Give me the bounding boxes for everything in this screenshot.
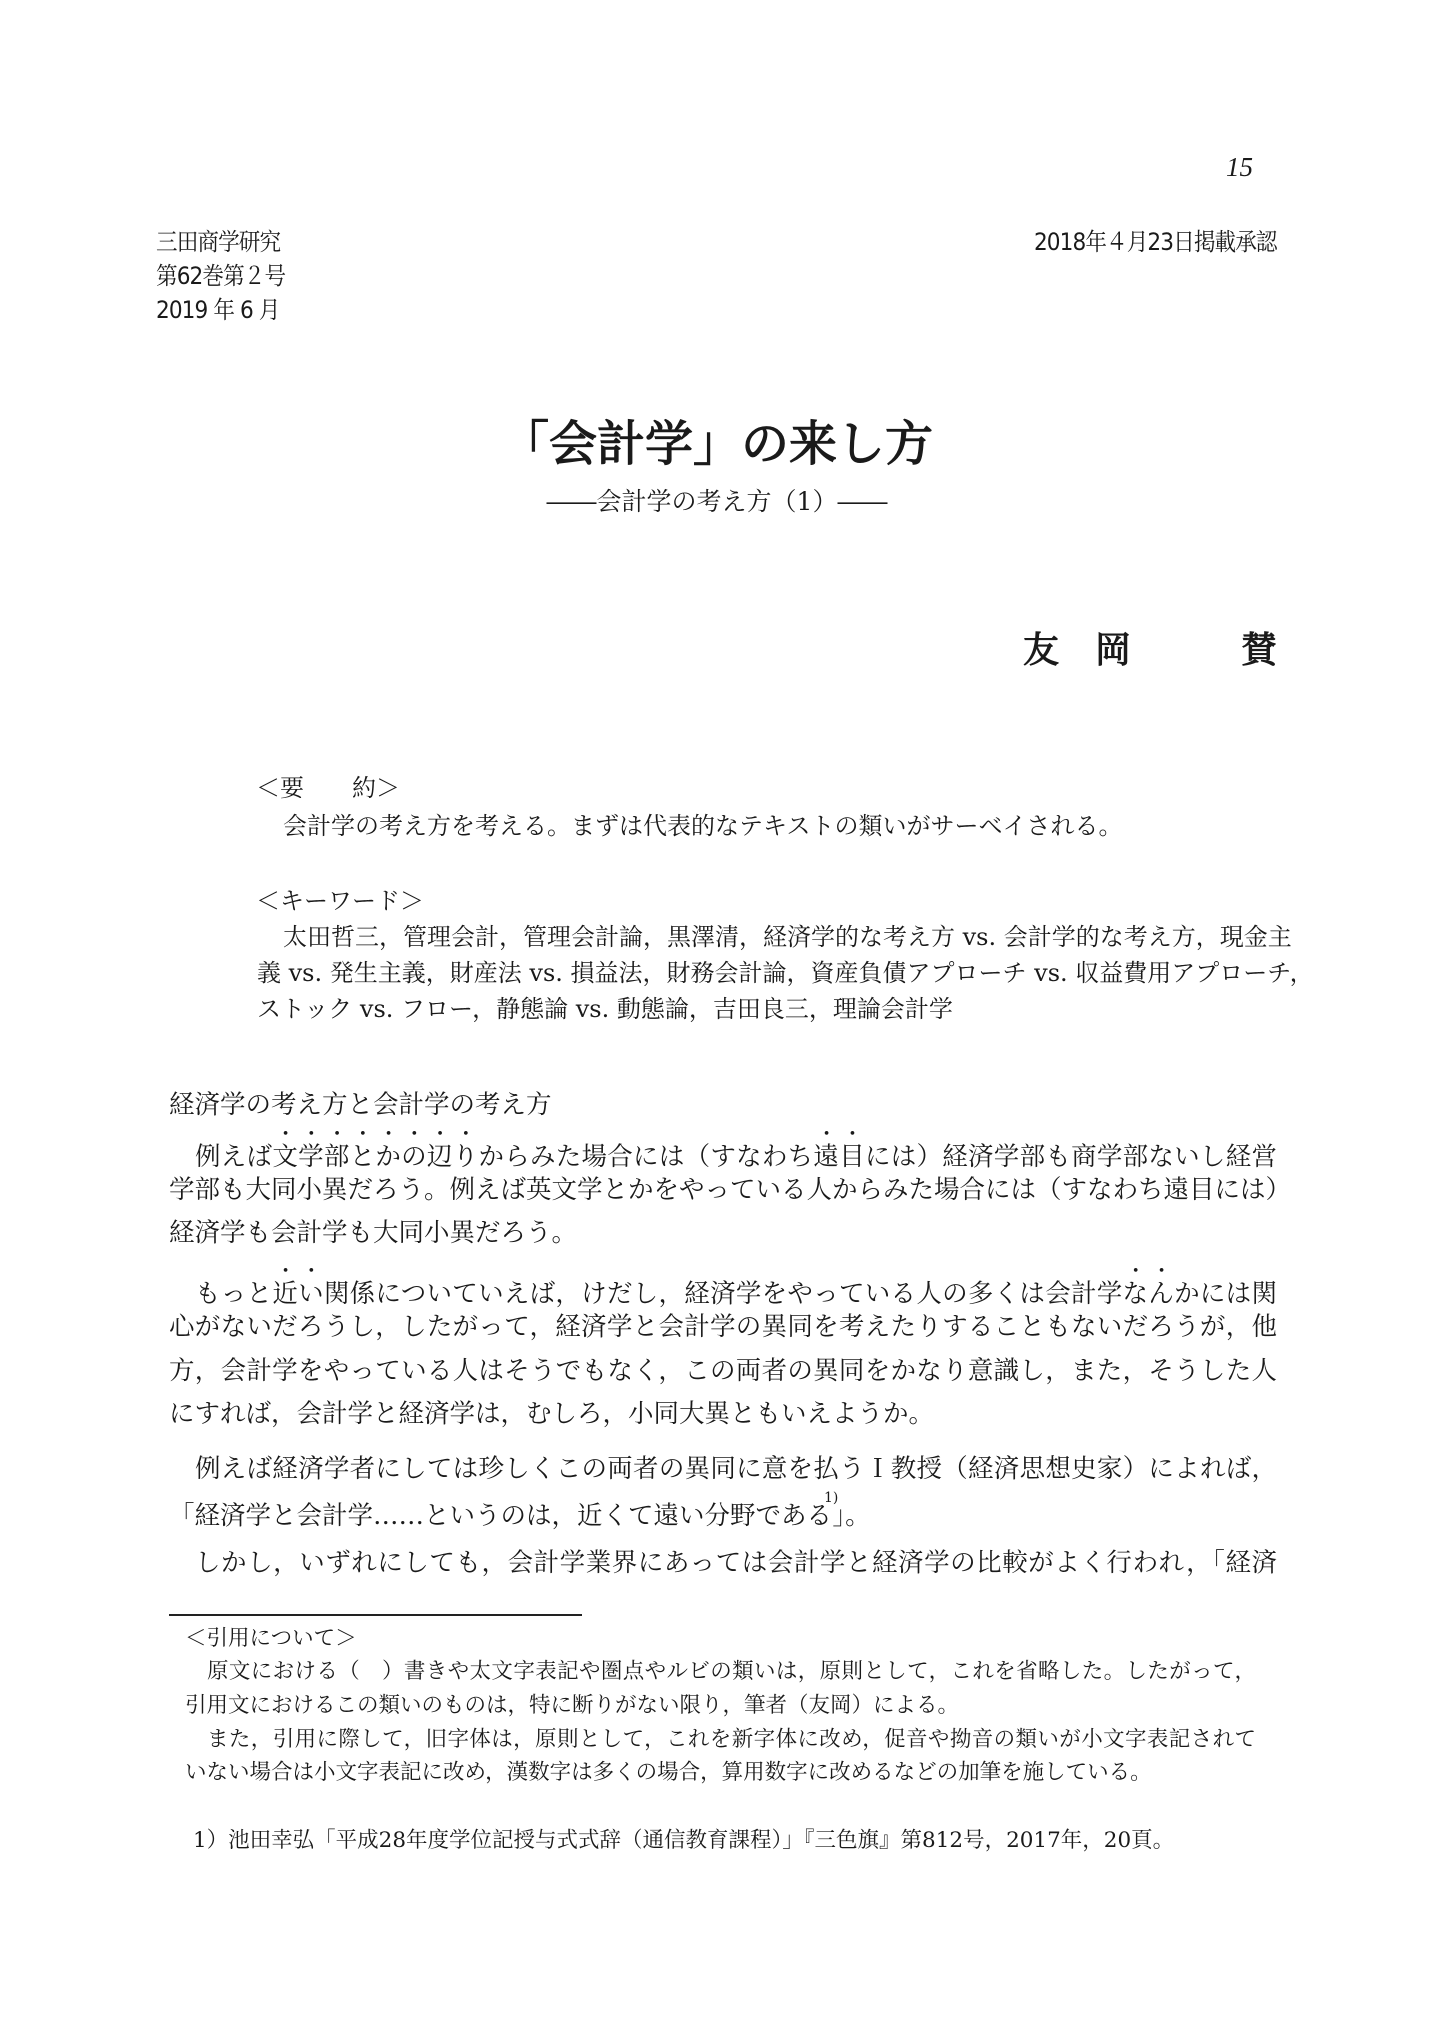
body-line bbox=[169, 1170, 1292, 1206]
body-line bbox=[169, 1351, 1277, 1387]
text-segment: しかし，いずれにしても，会計学業界にあっては会計学と経済学の比較がよく行われ，「経済 bbox=[195, 1548, 1277, 1578]
approval-date: 2018年４月23日掲載承認 bbox=[1034, 228, 1277, 256]
section-heading: 経済学の考え方と会計学の考え方 bbox=[169, 1090, 552, 1120]
body-line bbox=[195, 1543, 1277, 1579]
body-line bbox=[169, 1490, 1277, 1532]
emphasized-text: なん bbox=[1122, 1279, 1175, 1309]
text-segment: 心がないだろうし，したがって，経済学と会計学の異同を考えたりすることもないだろうが，他 bbox=[169, 1312, 1277, 1342]
text-segment: 方，会計学をやっている人はそうでもなく，この両者の異同をかなり意識し，また，そうした人 bbox=[169, 1356, 1277, 1386]
body-line bbox=[169, 1394, 1277, 1430]
author-name bbox=[1023, 622, 1277, 673]
citation-note-line: また，引用に際して，旧字体は，原則として，これを新字体に改め，促音や拗音の類いが小文字表記されて bbox=[207, 1727, 1256, 1752]
journal-name: 三田商学研究 bbox=[156, 228, 281, 256]
footnote-divider bbox=[169, 1614, 582, 1616]
body-line bbox=[195, 1127, 1277, 1173]
keywords-line: 義 vs. 発生主義，財産法 vs. 損益法，財務会計論，資産負債アプローチ vs. 収益費用アプローチ， bbox=[257, 959, 1314, 987]
abstract-text: 会計学の考え方を考える。まずは代表的なテキストの類いがサーベイされる。 bbox=[283, 812, 1123, 840]
body-line bbox=[195, 1449, 1277, 1485]
page-number: 15 bbox=[1226, 152, 1253, 182]
body-line bbox=[169, 1307, 1277, 1343]
citation-note-line: いない場合は小文字表記に改め，漢数字は多くの場合，算用数字に改めるなどの加筆を施している。 bbox=[185, 1760, 1152, 1785]
text-segment: からみた場合には（すなわち bbox=[478, 1142, 814, 1172]
citation-note-label: ＜引用について＞ bbox=[185, 1626, 357, 1651]
text-segment: 学部も大同小異だろう。例えば英文学とかをやっている人からみた場合には（すなわち遠目には） bbox=[169, 1175, 1292, 1205]
keywords-label: ＜キーワード＞ bbox=[256, 887, 424, 915]
text-segment: もっと bbox=[195, 1279, 273, 1309]
body-line bbox=[195, 1264, 1277, 1310]
text-segment: にすれば，会計学と経済学は，むしろ，小同大異ともいえようか。 bbox=[169, 1399, 935, 1429]
journal-volume: 第62巻第２号 bbox=[156, 262, 286, 290]
abstract-label: ＜要 約＞ bbox=[256, 774, 400, 802]
text-segment: 関係についていえば，けだし，経済学をやっている人の多くは会計学 bbox=[323, 1279, 1123, 1309]
citation-note-line: 引用文におけるこの類いのものは，特に断りがない限り，筆者（友岡）による。 bbox=[185, 1693, 960, 1718]
text-segment: 例えば経済学者にしては珍しくこの両者の異同に意を払うＩ教授（経済思想史家）によれば， bbox=[195, 1454, 1277, 1484]
paper-subtitle: ――会計学の考え方（1）―― bbox=[546, 487, 888, 516]
publication-date: 2019 年 6 月 bbox=[156, 296, 280, 324]
body-line bbox=[169, 1213, 1277, 1249]
text-segment: 経済学も会計学も大同小異だろう。 bbox=[169, 1218, 578, 1248]
footnote-ref: 1) bbox=[824, 1490, 839, 1506]
emphasized-text: 近い bbox=[272, 1279, 324, 1309]
citation-note-line: 原文における（ ）書きや太文字表記や圏点やルビの類いは，原則として，これを省略した。したがって， bbox=[207, 1659, 1256, 1684]
keywords-line: 太田哲三，管理会計，管理会計論，黒澤清，経済学的な考え方 vs. 会計学的な考え方，現金主 bbox=[283, 923, 1292, 951]
emphasized-text: 遠目 bbox=[813, 1142, 865, 1172]
paper-title: 「会計学」の来し方 bbox=[500, 416, 933, 472]
emphasized-text: 文学部とかの辺り bbox=[272, 1142, 479, 1172]
footnote-1: 1）池田幸弘「平成28年度学位記授与式式辞（通信教育課程）」『三色旗』第812号，2017年，20頁。 bbox=[193, 1828, 1175, 1853]
text-segment: 」。 bbox=[832, 1501, 871, 1531]
text-segment: 「経済学と会計学……というのは，近くて遠い分野である bbox=[169, 1501, 833, 1531]
keywords-line: ストック vs. フロー，静態論 vs. 動態論，吉田良三，理論会計学 bbox=[257, 995, 953, 1023]
author-family-name: 友 岡 bbox=[1022, 629, 1131, 671]
text-segment: かには関 bbox=[1174, 1279, 1277, 1309]
author-given-name: 賛 bbox=[1240, 629, 1277, 671]
text-segment: 例えば bbox=[195, 1142, 273, 1172]
text-segment: には）経済学部も商学部ないし経営 bbox=[864, 1142, 1277, 1172]
